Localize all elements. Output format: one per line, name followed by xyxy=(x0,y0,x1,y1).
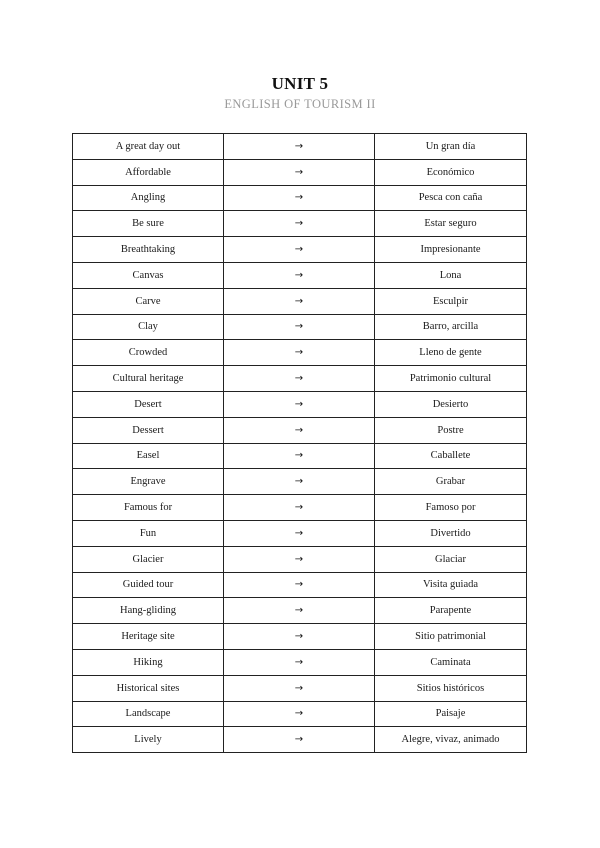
vocabulary-table xyxy=(72,133,527,753)
spanish-translation: Postre xyxy=(375,417,527,443)
arrow-icon: → xyxy=(224,391,375,417)
english-term: A great day out xyxy=(73,134,224,160)
english-term: Guided tour xyxy=(73,572,224,598)
english-term: Lively xyxy=(73,727,224,753)
english-term: Affordable xyxy=(73,159,224,185)
table-row xyxy=(73,237,527,263)
spanish-translation: Caminata xyxy=(375,649,527,675)
english-term: Angling xyxy=(73,185,224,211)
table-row xyxy=(73,701,527,727)
page-title: UNIT 5 xyxy=(271,74,329,93)
table-row xyxy=(73,391,527,417)
english-term: Clay xyxy=(73,314,224,340)
table-row xyxy=(73,649,527,675)
table-row xyxy=(73,262,527,288)
table-row xyxy=(73,417,527,443)
table-row xyxy=(73,134,527,160)
table-row xyxy=(73,185,527,211)
table-row xyxy=(73,546,527,572)
arrow-icon: → xyxy=(224,211,375,237)
table-row xyxy=(73,624,527,650)
english-term: Hiking xyxy=(73,649,224,675)
english-term: Historical sites xyxy=(73,675,224,701)
arrow-icon: → xyxy=(224,598,375,624)
table-row xyxy=(73,572,527,598)
english-term: Easel xyxy=(73,443,224,469)
spanish-translation: Caballete xyxy=(375,443,527,469)
spanish-translation: Famoso por xyxy=(375,495,527,521)
table-row xyxy=(73,366,527,392)
arrow-icon: → xyxy=(224,340,375,366)
english-term: Breathtaking xyxy=(73,237,224,263)
arrow-icon: → xyxy=(224,366,375,392)
spanish-translation: Barro, arcilla xyxy=(375,314,527,340)
spanish-translation: Impresionante xyxy=(375,237,527,263)
table-row xyxy=(73,598,527,624)
arrow-icon: → xyxy=(224,572,375,598)
arrow-icon: → xyxy=(224,727,375,753)
table-row xyxy=(73,520,527,546)
vocabulary-table-body xyxy=(73,134,527,753)
arrow-icon: → xyxy=(224,185,375,211)
english-term: Famous for xyxy=(73,495,224,521)
arrow-icon: → xyxy=(224,262,375,288)
english-term: Canvas xyxy=(73,262,224,288)
arrow-icon: → xyxy=(224,495,375,521)
english-term: Fun xyxy=(73,520,224,546)
arrow-icon: → xyxy=(224,624,375,650)
english-term: Be sure xyxy=(73,211,224,237)
table-row xyxy=(73,340,527,366)
spanish-translation: Sitios históricos xyxy=(375,675,527,701)
arrow-icon: → xyxy=(224,288,375,314)
table-row xyxy=(73,159,527,185)
spanish-translation: Parapente xyxy=(375,598,527,624)
english-term: Crowded xyxy=(73,340,224,366)
english-term: Cultural heritage xyxy=(73,366,224,392)
spanish-translation: Divertido xyxy=(375,520,527,546)
table-row xyxy=(73,727,527,753)
spanish-translation: Desierto xyxy=(375,391,527,417)
spanish-translation: Pesca con caña xyxy=(375,185,527,211)
arrow-icon: → xyxy=(224,134,375,160)
english-term: Heritage site xyxy=(73,624,224,650)
english-term: Landscape xyxy=(73,701,224,727)
spanish-translation: Lona xyxy=(375,262,527,288)
english-term: Desert xyxy=(73,391,224,417)
spanish-translation: Paisaje xyxy=(375,701,527,727)
arrow-icon: → xyxy=(224,237,375,263)
spanish-translation: Alegre, vivaz, animado xyxy=(375,727,527,753)
spanish-translation: Grabar xyxy=(375,469,527,495)
table-row xyxy=(73,314,527,340)
arrow-icon: → xyxy=(224,546,375,572)
page-subtitle: ENGLISH OF TOURISM II xyxy=(224,97,376,111)
spanish-translation: Económico xyxy=(375,159,527,185)
spanish-translation: Visita guiada xyxy=(375,572,527,598)
english-term: Glacier xyxy=(73,546,224,572)
table-row xyxy=(73,495,527,521)
arrow-icon: → xyxy=(224,675,375,701)
english-term: Hang-gliding xyxy=(73,598,224,624)
spanish-translation: Lleno de gente xyxy=(375,340,527,366)
arrow-icon: → xyxy=(224,417,375,443)
spanish-translation: Patrimonio cultural xyxy=(375,366,527,392)
table-row xyxy=(73,675,527,701)
arrow-icon: → xyxy=(224,314,375,340)
english-term: Engrave xyxy=(73,469,224,495)
arrow-icon: → xyxy=(224,469,375,495)
spanish-translation: Esculpir xyxy=(375,288,527,314)
table-row xyxy=(73,469,527,495)
arrow-icon: → xyxy=(224,520,375,546)
arrow-icon: → xyxy=(224,159,375,185)
english-term: Dessert xyxy=(73,417,224,443)
arrow-icon: → xyxy=(224,443,375,469)
spanish-translation: Sitio patrimonial xyxy=(375,624,527,650)
table-row xyxy=(73,211,527,237)
spanish-translation: Estar seguro xyxy=(375,211,527,237)
arrow-icon: → xyxy=(224,649,375,675)
english-term: Carve xyxy=(73,288,224,314)
arrow-icon: → xyxy=(224,701,375,727)
spanish-translation: Un gran día xyxy=(375,134,527,160)
spanish-translation: Glaciar xyxy=(375,546,527,572)
table-row xyxy=(73,443,527,469)
table-row xyxy=(73,288,527,314)
